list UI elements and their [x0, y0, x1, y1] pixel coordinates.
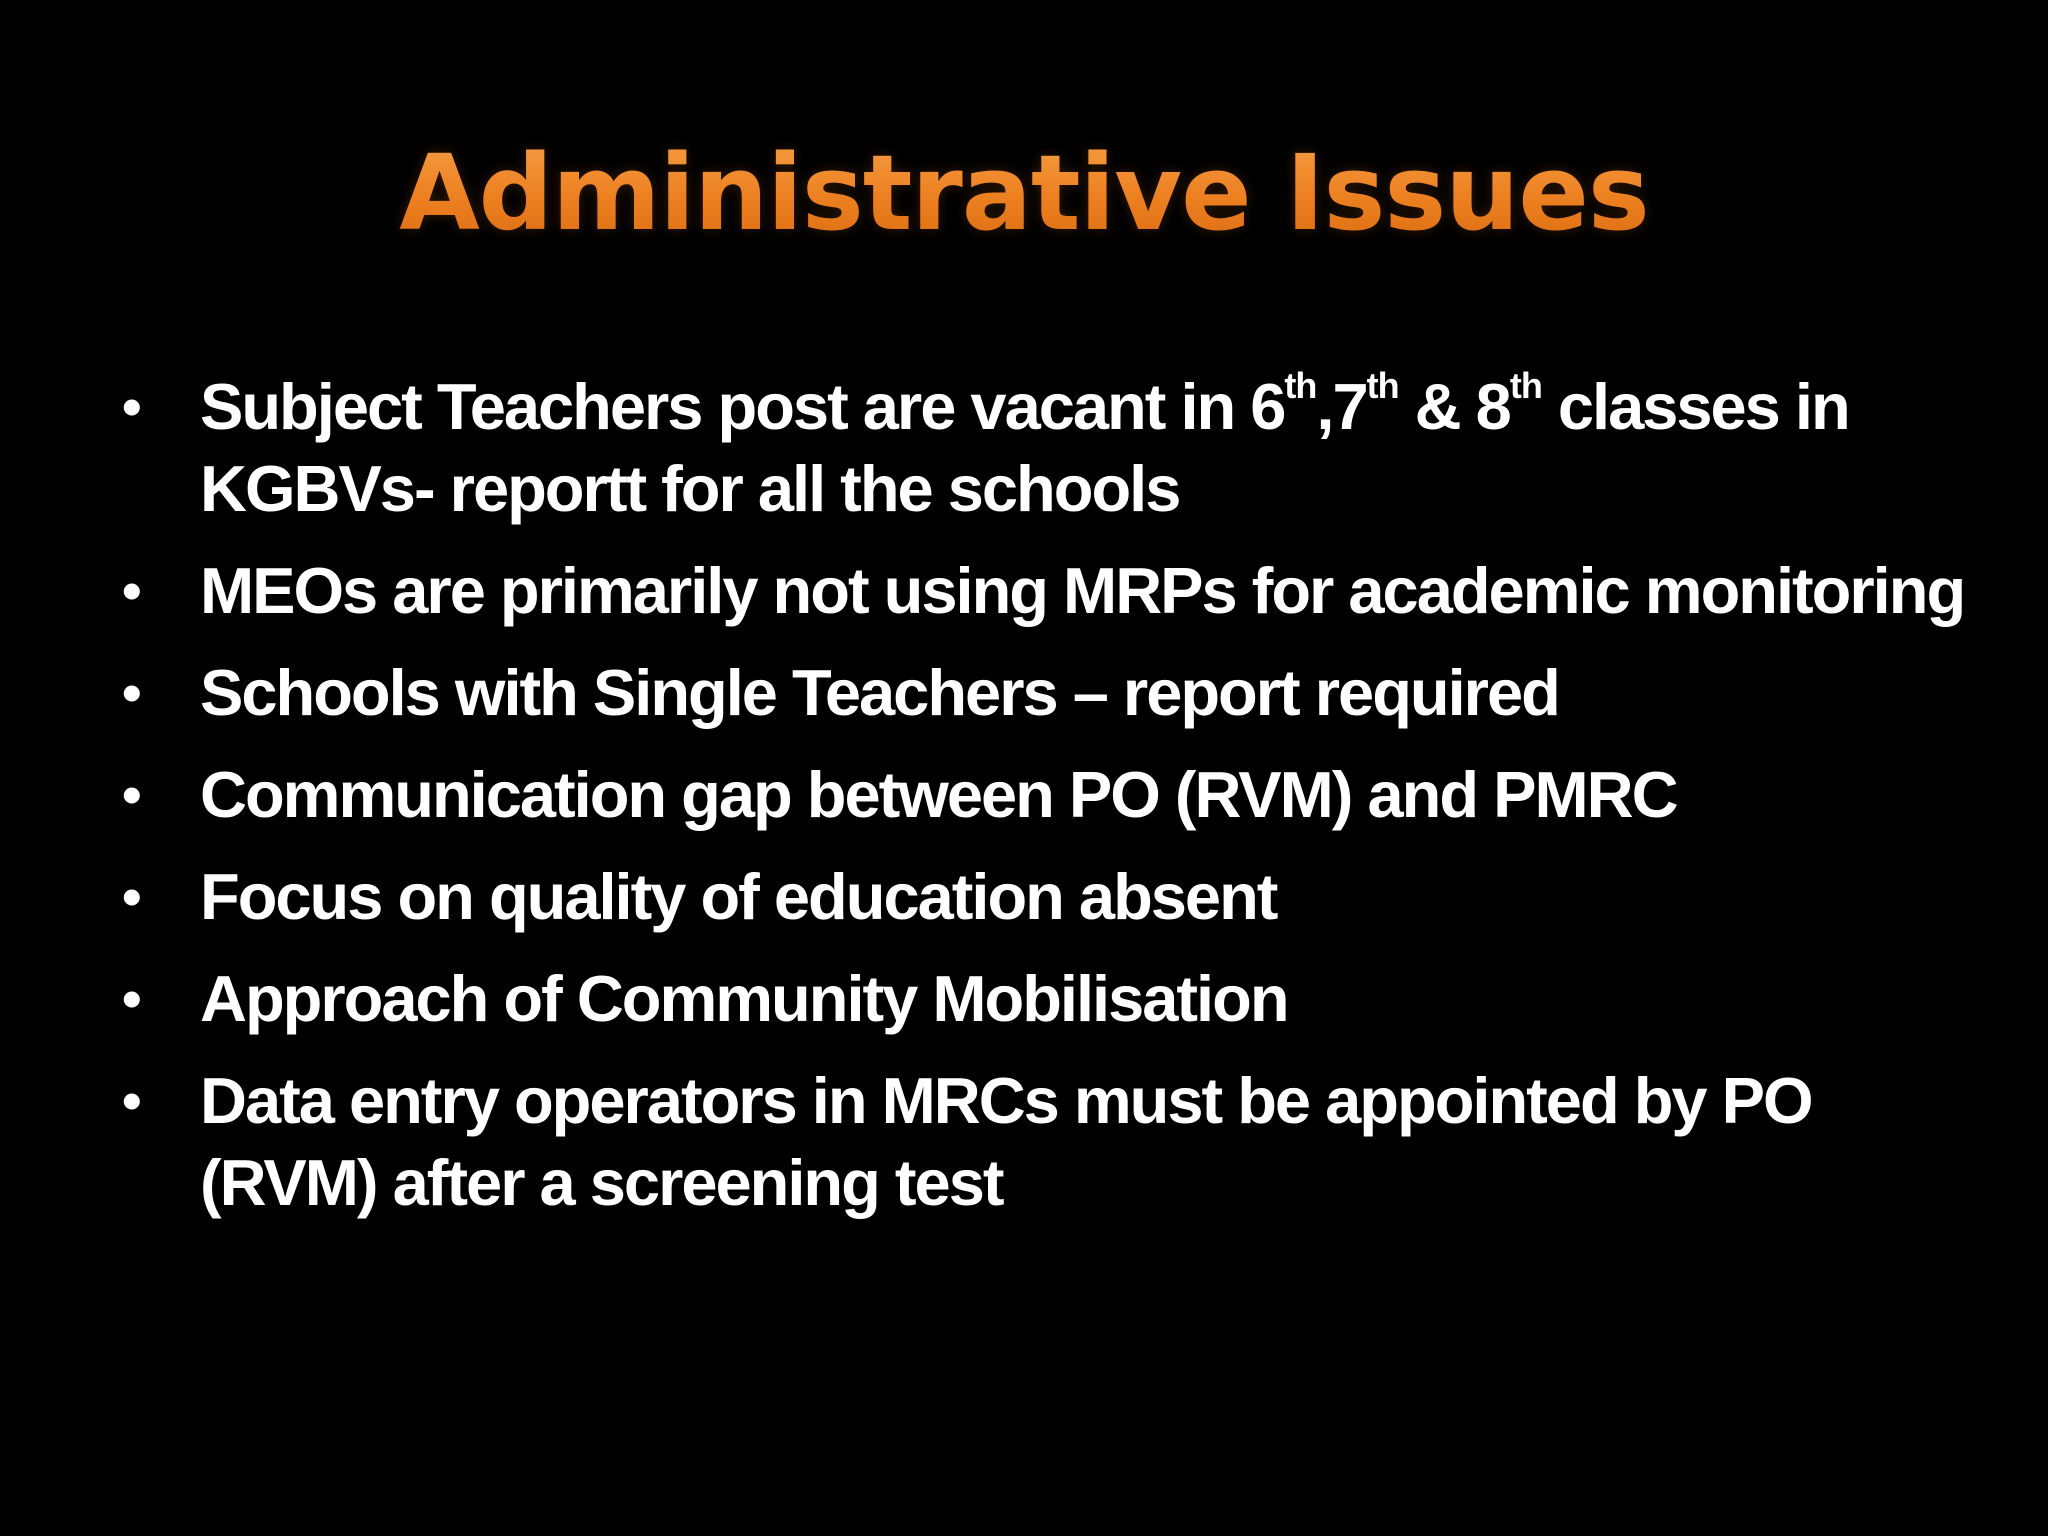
- bullet-icon: •: [122, 375, 140, 438]
- bullet-text: Schools with Single Teachers – report required: [200, 656, 1559, 729]
- bullet-icon: •: [122, 967, 140, 1030]
- bullet-list: [118, 366, 1978, 1244]
- ordinal-suffix: th: [1509, 365, 1542, 407]
- bullet-item-single-teachers: [118, 652, 1978, 734]
- bullet-text: Communication gap between PO (RVM) and PMRC: [200, 758, 1677, 831]
- bullet-item-vacant-posts: [118, 366, 1978, 530]
- bullet-item-data-entry-operators: [118, 1060, 1978, 1224]
- ordinal-suffix: th: [1284, 365, 1317, 407]
- bullet-text-part: ,7: [1316, 370, 1367, 443]
- bullet-item-quality-focus: [118, 856, 1978, 938]
- slide-title: Administrative Issues: [0, 128, 2048, 258]
- bullet-icon: •: [122, 559, 140, 622]
- bullet-icon: •: [122, 1069, 140, 1132]
- bullet-text-part: Subject Teachers post are vacant in 6: [200, 370, 1285, 443]
- bullet-text-part: classes in KGBVs- reportt for all the schools: [200, 370, 1849, 525]
- bullet-item-meos: [118, 550, 1978, 632]
- bullet-text: Data entry operators in MRCs must be appointed by PO (RVM) after a screening test: [200, 1064, 1812, 1219]
- ordinal-suffix: th: [1366, 365, 1399, 407]
- bullet-icon: •: [122, 763, 140, 826]
- bullet-icon: •: [122, 661, 140, 724]
- bullet-text-part: & 8: [1398, 370, 1510, 443]
- bullet-text: MEOs are primarily not using MRPs for academic monitoring: [200, 554, 1965, 627]
- bullet-icon: •: [122, 865, 140, 928]
- bullet-item-community-mobilisation: [118, 958, 1978, 1040]
- bullet-text: Approach of Community Mobilisation: [200, 962, 1288, 1035]
- bullet-text: Focus on quality of education absent: [200, 860, 1277, 933]
- bullet-item-communication-gap: [118, 754, 1978, 836]
